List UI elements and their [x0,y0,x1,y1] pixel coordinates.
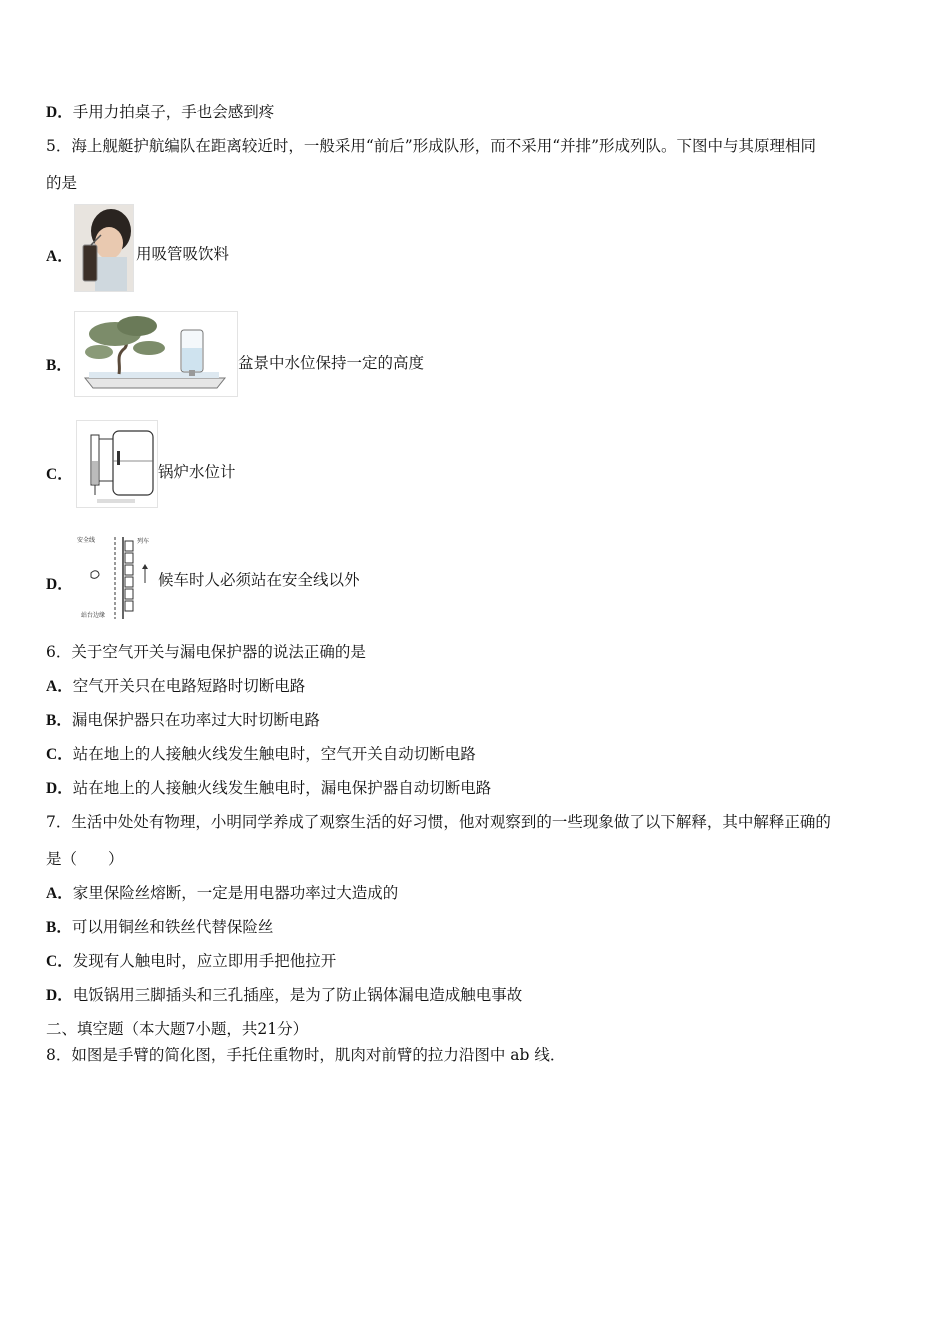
bonsai-water-level-image [74,311,238,397]
child-drinking-straw-image [74,204,134,292]
option-label: B． [46,712,72,729]
train-platform-safety-line-image [74,532,160,622]
q6-option-c [46,744,476,765]
q5-option-d [46,532,446,624]
q6-option-a [46,676,305,697]
q5-option-b [46,311,546,401]
option-text: 家里保险丝熔断，一定是用电器功率过大造成的 [72,884,399,902]
option-text: 站在地上的人接触火线发生触电时，空气开关自动切断电路 [72,745,476,763]
option-text: 空气开关只在电路短路时切断电路 [72,677,306,695]
safety-line-label: 安全线 [77,537,96,544]
option-label: A． [46,248,73,265]
option-label: C． [46,746,73,763]
boiler-water-gauge-image [76,420,158,508]
q7-option-c [46,951,336,972]
train-label: 列车 [137,538,150,545]
q6-stem: 6．关于空气开关与漏电保护器的说法正确的是 [46,643,366,661]
q5-stem-line2: 的是 [46,174,78,192]
q4-option-d [46,102,274,123]
q7-option-d [46,985,522,1006]
option-text: 站在地上的人接触火线发生触电时，漏电保护器自动切断电路 [72,779,492,797]
option-text: 可以用铜丝和铁丝代替保险丝 [71,918,274,936]
option-label: D． [46,576,73,593]
option-label: B． [46,357,72,374]
q5-option-c [46,420,346,510]
q7-option-a [46,883,398,904]
option-label: D． [46,104,73,121]
option-text: 发现有人触电时，应立即用手把他拉开 [72,952,337,970]
q8-stem: 8．如图是手臂的简化图，手托住重物时，肌肉对前臂的拉力沿图中 ab 线． [46,1046,566,1064]
option-label: A． [46,885,73,902]
q5-stem-line1: 5．海上舰艇护航编队在距离较近时，一般采用“前后”形成队形，而不采用“并排”形成列队。下图中与其原理相同 [46,137,817,155]
option-text: 电饭锅用三脚插头和三孔插座，是为了防止锅体漏电造成触电事故 [72,986,523,1004]
option-text: 锅炉水位计 [158,463,236,481]
section-heading: 二、填空题（本大题7小题，共21分） [46,1020,309,1038]
q7-stem-line2: 是（ ） [46,850,124,868]
option-label: C． [46,953,73,970]
option-label: D． [46,780,73,797]
option-text: 盆景中水位保持一定的高度 [238,354,425,372]
option-text: 漏电保护器只在功率过大时切断电路 [71,711,320,729]
q6-option-b [46,710,320,731]
platform-edge-label: 站台边缘 [81,612,106,619]
option-label: D． [46,987,73,1004]
q7-stem-line1: 7．生活中处处有物理，小明同学养成了观察生活的好习惯，他对观察到的一些现象做了以下解释，其中解释正确的 [46,813,831,831]
q5-option-a [46,204,446,294]
option-label: A． [46,678,73,695]
option-label: B． [46,919,72,936]
option-text: 用吸管吸饮料 [136,245,230,263]
option-text: 手用力拍桌子，手也会感到疼 [72,103,275,121]
q6-option-d [46,778,491,799]
option-text: 候车时人必须站在安全线以外 [158,571,360,589]
option-label: C． [46,466,73,483]
q7-option-b [46,917,273,938]
